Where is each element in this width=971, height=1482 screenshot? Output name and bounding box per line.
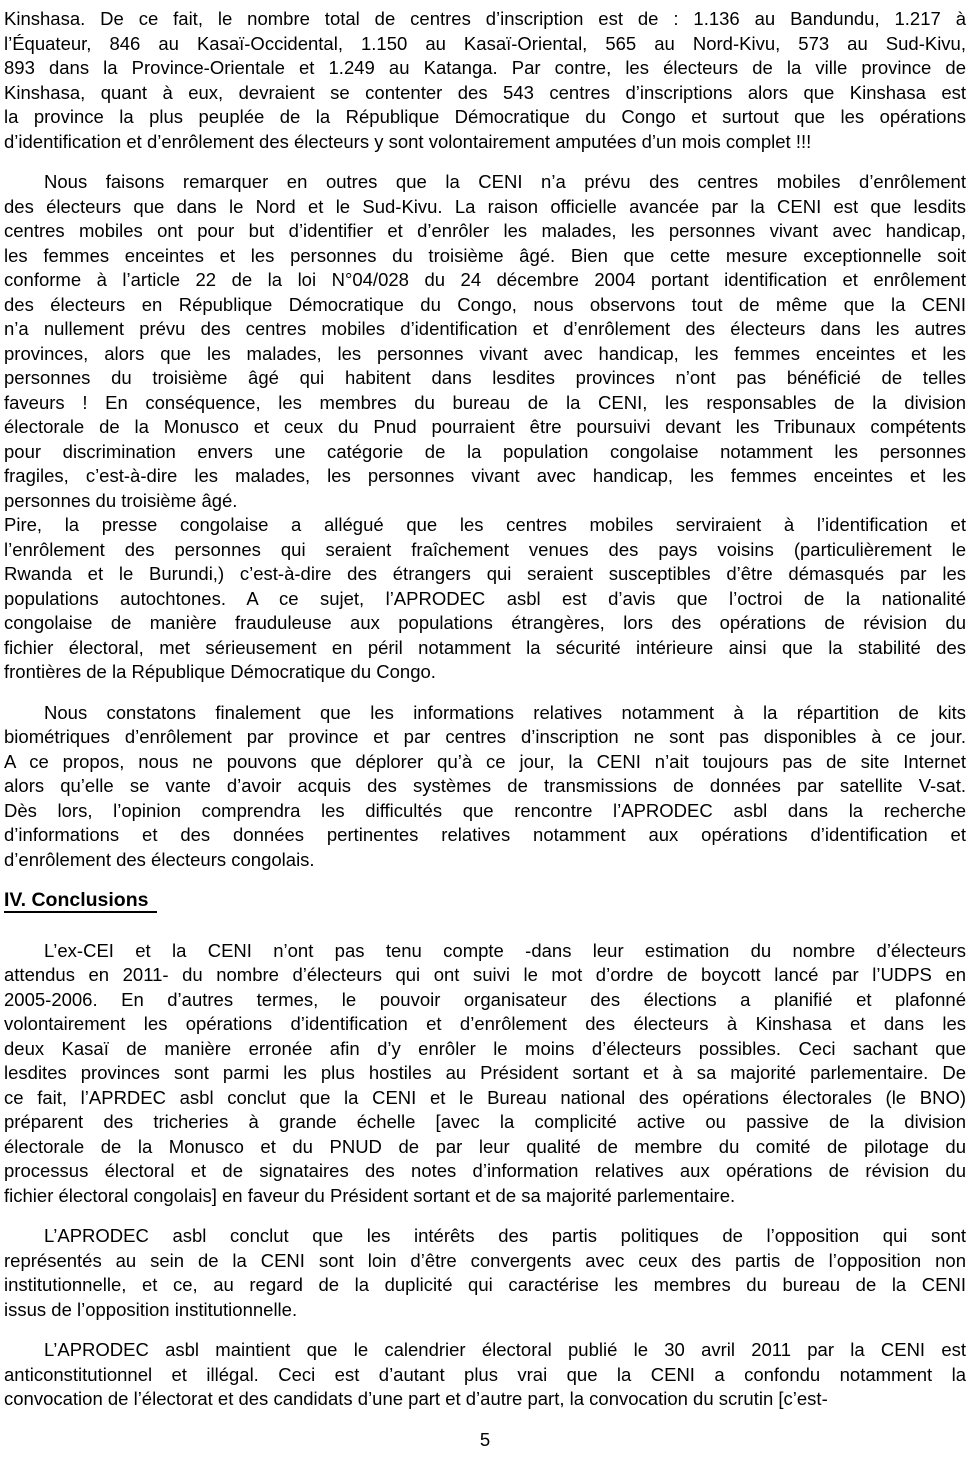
text-line: deux Kasaï de manière erronée afin d’y enrôler le moins d’électeurs possibles. Ceci sachant que [4, 1037, 966, 1059]
section-heading [4, 888, 966, 913]
text-line: l’enrôlement des personnes qui seraient fraîchement venues des pays voisins (particulièrement le [4, 538, 966, 560]
paragraph [4, 939, 966, 1209]
text-line: Kinshasa, quant à eux, devraient se contenter des 543 centres d’inscriptions alors que Kinshasa est [4, 81, 966, 103]
text-line: personnes du troisième âgé qui habitent dans lesdites provinces n’ont pas bénéficié de telles [4, 367, 966, 388]
text-line: les femmes enceintes et les personnes du troisième âgé. Bien que cette mesure exceptionnelle soit [4, 244, 966, 266]
paragraph [4, 1224, 966, 1322]
text-line: A ce propos, nous ne pouvons que déplorer qu’à ce jour, la CENI n’ait toujours pas de site Internet [4, 750, 966, 772]
text-line: Rwanda et le Burundi,) c’est-à-dire des étrangers qui seraient susceptibles d’être démasqués par les [4, 563, 966, 584]
text-line: institutionnelle, et ce, au regard de la duplicité qui caractérise les membres du bureau de la CENI [4, 1274, 966, 1295]
text-line: Dès lors, l’opinion comprendra les difficultés que rencontre l’APRODEC asbl dans la recherche [4, 799, 966, 821]
text-line: d’enrôlement des électeurs congolais. [4, 848, 315, 870]
text-line: des électeurs en République Démocratique du Congo, nous observons tout de même que la CENI [4, 293, 966, 315]
text-line: préparent des tricheries à grande échelle [avec la complicité active ou passive de la division [4, 1111, 966, 1132]
section-heading-text: IV. Conclusions [4, 889, 157, 913]
text-line: L’APRODEC asbl conclut que les intérêts des partis politiques de l’opposition qui sont [44, 1225, 966, 1246]
text-line: personnes du troisième âgé. [4, 489, 238, 511]
text-line: électorale de la Monusco et ceux du Pnud pourraient être poursuivi devant les Tribunaux compétents [4, 416, 966, 437]
text-line: pour discrimination envers une catégorie de la population congolaise notamment les personnes [4, 440, 966, 462]
text-line: l’Équateur, 846 au Kasaï-Occidental, 1.150 au Kasaï-Oriental, 565 au Nord-Kivu, 573 au Sud-Kivu, [4, 32, 966, 54]
paragraph [4, 170, 966, 513]
text-line: d’identification et d’enrôlement des électeurs y sont volontairement amputées d’un mois complet !!! [4, 130, 812, 152]
text-line: attendus en 2011- du nombre d’électeurs qui ont suivi le mot d’ordre de boycott lancé par l’UDPS en [4, 964, 966, 985]
text-line: d’informations et des données pertinentes relatives notamment aux opérations d’identification et [4, 824, 966, 845]
text-line: biométriques d’enrôlement par province et par centres d’inscription ne sont pas disponibles à ce jour. [4, 726, 966, 747]
text-line: représentés au sein de la CENI sont loin d’être convergents avec ceux des partis de l’opposition non [4, 1249, 966, 1271]
text-line: Nous constatons finalement que les informations relatives notamment à la répartition de kits [44, 701, 966, 723]
paragraph [4, 701, 966, 873]
text-line: processus électoral et de signataires des notes d’information relatives aux opérations de révision du [4, 1160, 966, 1181]
page-number: 5 [479, 1428, 491, 1450]
paragraph [4, 7, 966, 154]
text-line: n’a nullement prévu des centres mobiles d’identification et d’enrôlement des électeurs dans les autres [4, 318, 966, 339]
text-line: convocation de l’électorat et des candidats d’une part et d’autre part, la convocation du scrutin [c’est- [4, 1388, 828, 1409]
text-line: fragiles, c’est-à-dire les malades, les personnes vivant avec handicap, les femmes enceintes et les [4, 465, 966, 486]
text-line: frontières de la République Démocratique du Congo. [4, 661, 436, 682]
text-line: L’APRODEC asbl maintient que le calendrier électoral publié le 30 avril 2011 par la CENI est [44, 1339, 966, 1360]
text-line: Pire, la presse congolaise a allégué que les centres mobiles serviraient à l’identification et [4, 514, 966, 535]
text-line: conforme à l’article 22 de la loi N°04/028 du 24 décembre 2004 portant identification et enrôlement [4, 269, 966, 290]
text-line: électorale de la Monusco et du PNUD de par leur qualité de membre du comité de pilotage du [4, 1135, 966, 1157]
text-line: lesdites provinces sont parmi les plus hostiles au Président sortant et à sa majorité parlementaire. De [4, 1062, 966, 1083]
text-line: congolaise de manière frauduleuse aux populations étrangères, lors des opérations de révision du [4, 612, 966, 633]
text-line: alors qu’elle se vante d’avoir acquis des systèmes de transmissions de données par satellite V-sat. [4, 775, 966, 796]
text-line: provinces, alors que les malades, les personnes vivant avec handicap, les femmes enceintes et les [4, 342, 966, 364]
text-line: volontairement les opérations d’identification et d’enrôlement des électeurs à Kinshasa et dans les [4, 1013, 966, 1034]
document-body [4, 7, 966, 1412]
paragraph [4, 1338, 966, 1412]
text-line: issus de l’opposition institutionnelle. [4, 1298, 298, 1320]
text-line: 893 dans la Province-Orientale et 1.249 au Katanga. Par contre, les électeurs de la ville province de [4, 57, 966, 78]
text-line: Kinshasa. De ce fait, le nombre total de centres d’inscription est de : 1.136 au Bandundu, 1.217 à [4, 8, 966, 29]
text-line: faveurs ! En conséquence, les membres du bureau de la CENI, les responsables de la division [4, 391, 966, 413]
text-line: 2005-2006. En d’autres termes, le pouvoir organisateur des élections a planifié et plafonné [4, 988, 966, 1010]
text-line: la province la plus peuplée de la République Démocratique du Congo et surtout que les opérations [4, 106, 966, 127]
text-line: fichier électoral, met sérieusement en péril notamment la sécurité intérieure ainsi que la stabilité des [4, 636, 966, 658]
text-line: centres mobiles ont pour but d’identifier et d’enrôler les malades, les personnes vivant avec handicap, [4, 220, 966, 241]
text-line: des électeurs que dans le Nord et le Sud-Kivu. La raison officielle avancée par la CENI est que lesdits [4, 195, 966, 217]
text-line: fichier électoral congolais] en faveur du Président sortant et de sa majorité parlementaire. [4, 1184, 736, 1206]
text-line: anticonstitutionnel et illégal. Ceci est d’autant plus vrai que la CENI a confondu notamment la [4, 1363, 966, 1385]
text-line: populations autochtones. A ce sujet, l’APRODEC asbl est d’avis que l’octroi de la nationalité [4, 587, 966, 609]
text-line: ce fait, l’APRDEC asbl conclut que la CENI et le Bureau national des opérations électorales (le BNO) [4, 1086, 966, 1108]
text-line: Nous faisons remarquer en outres que la CENI n’a prévu des centres mobiles d’enrôlement [44, 171, 966, 192]
text-line: L’ex-CEI et la CENI n’ont pas tenu compte -dans leur estimation du nombre d’électeurs [44, 939, 966, 961]
paragraph [4, 513, 966, 685]
